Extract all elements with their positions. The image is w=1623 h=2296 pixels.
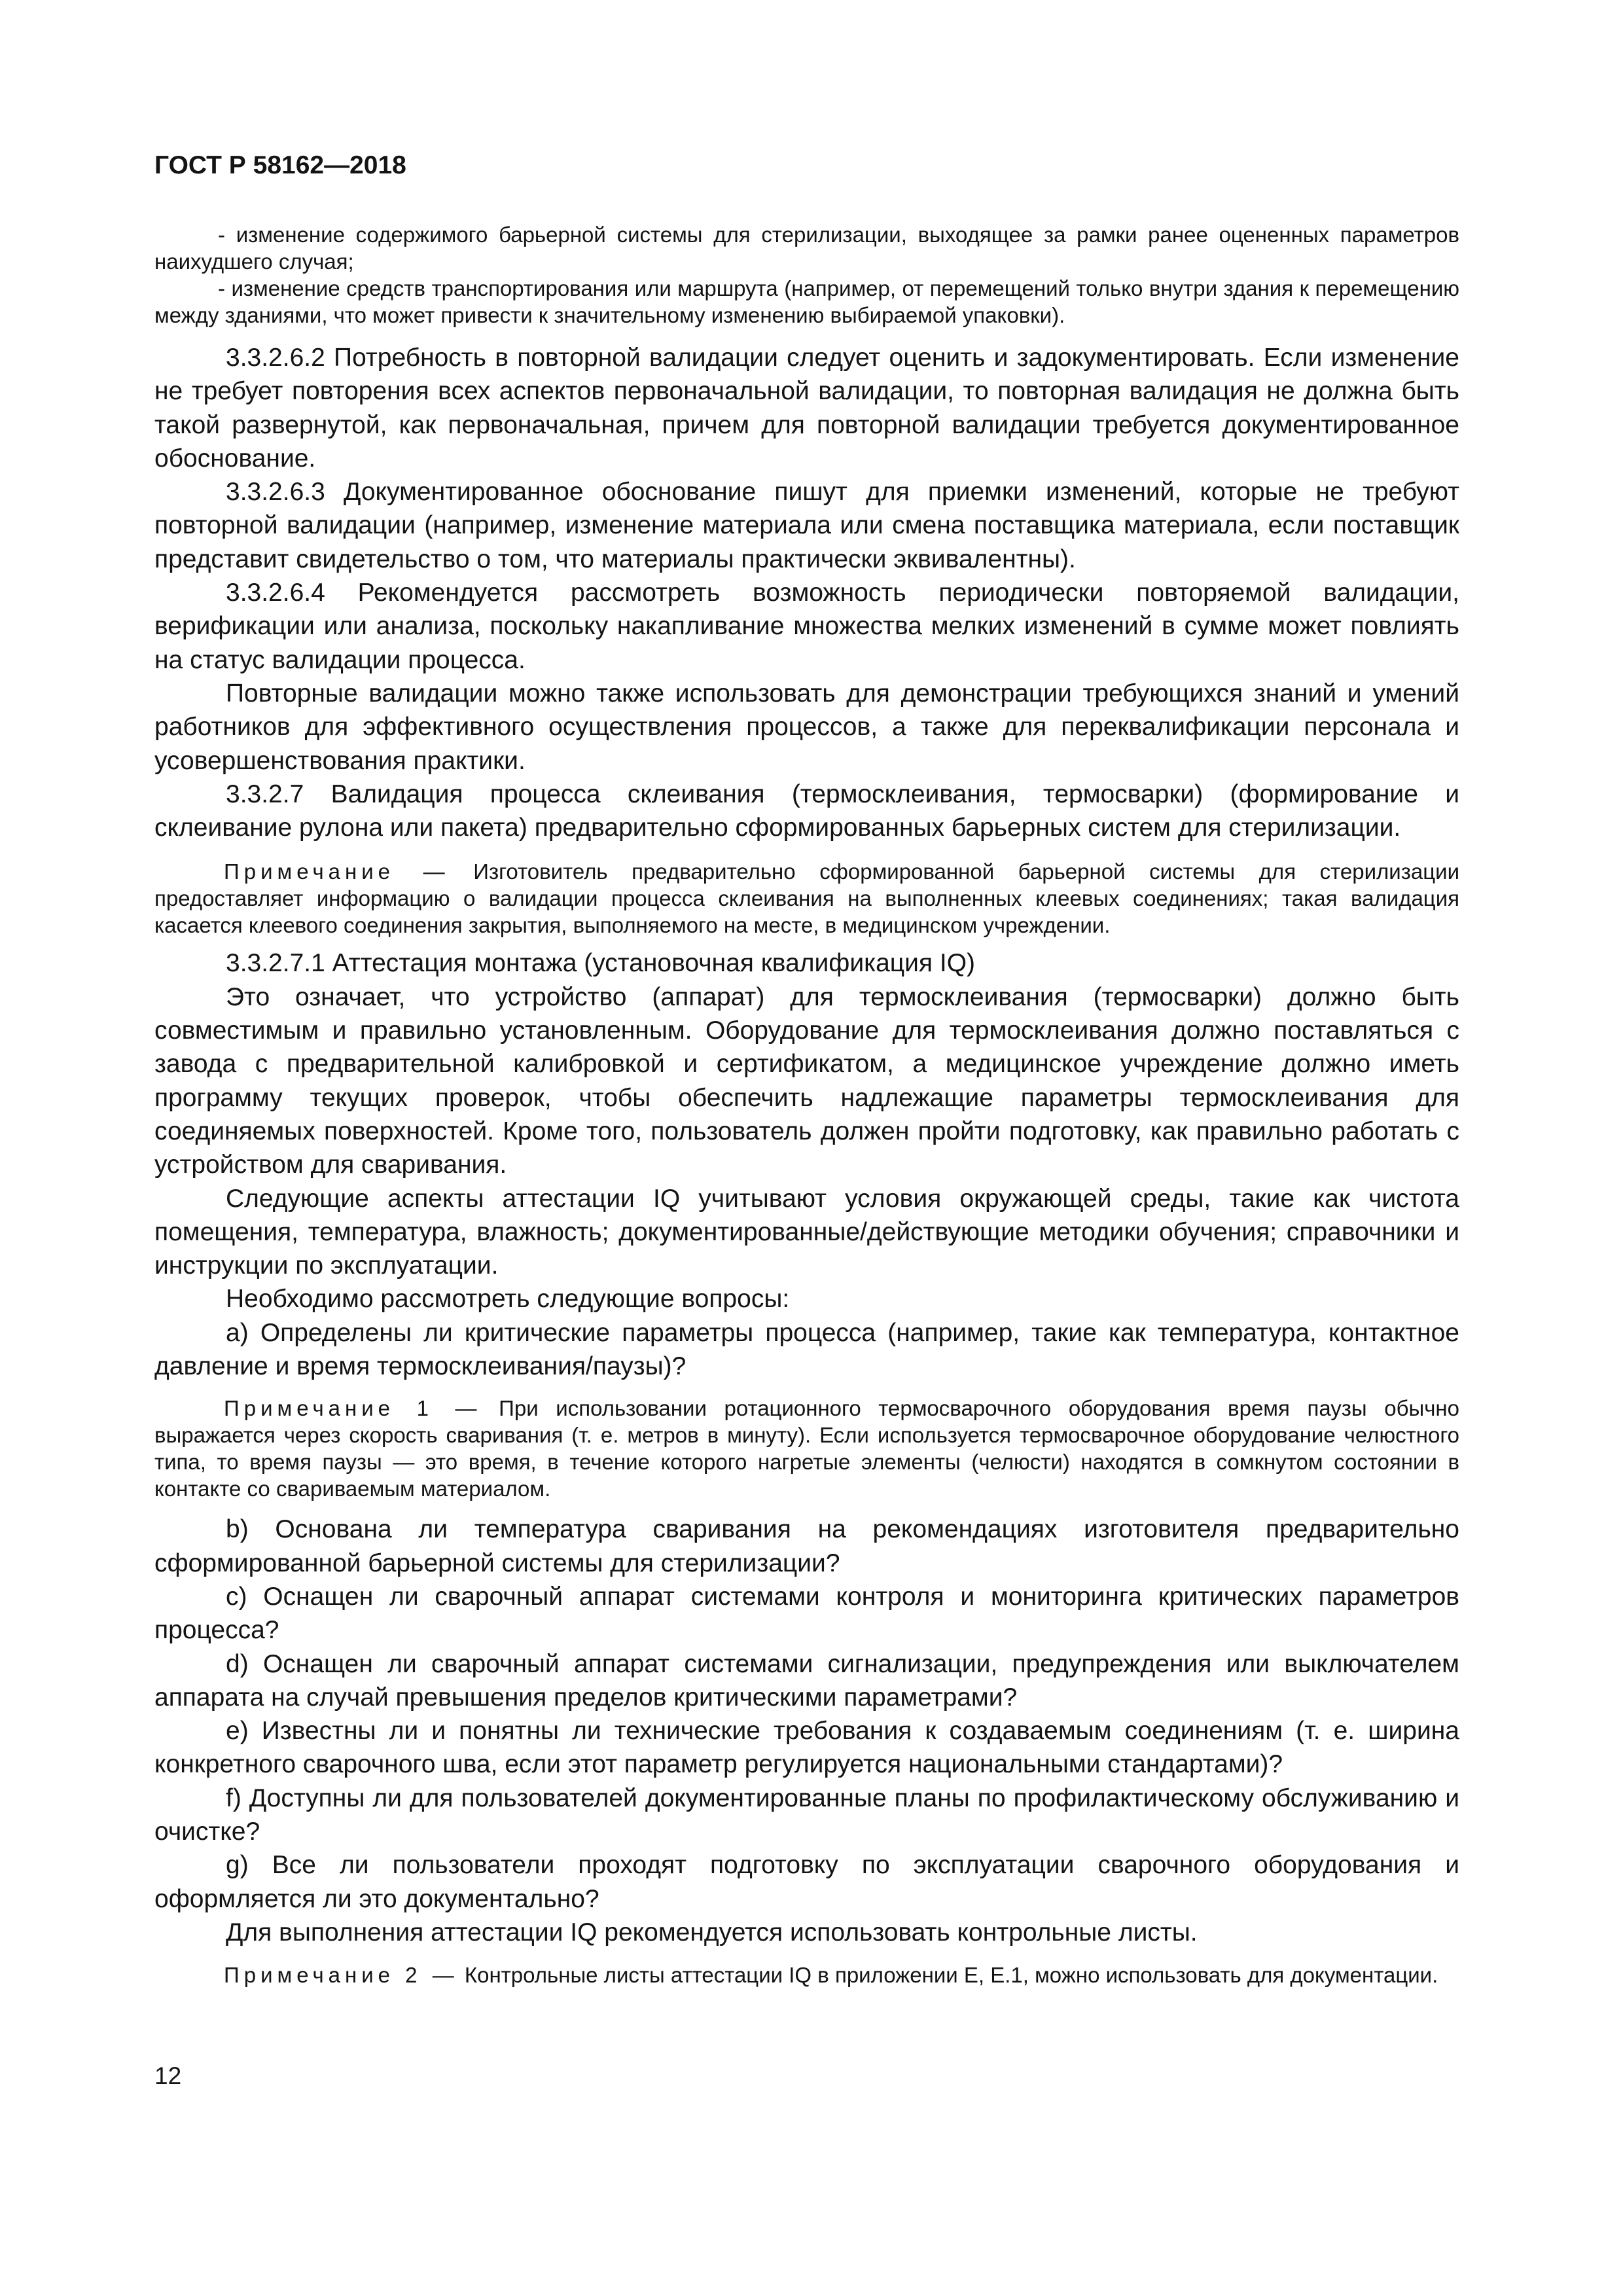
page-number: 12	[154, 2062, 182, 2089]
note-label: Примечание —	[224, 859, 450, 884]
list-item: - изменение содержимого барьерной системы для стерилизации, выходящее за рамки ранее оцененных параметров наихудшего случая;	[154, 223, 1459, 274]
clause-3-3-2-6-4: 3.3.2.6.4 Рекомендуется рассмотреть возможность периодически повторяемой валидации, верификации или анализа, поскольку накапливание множества мелких изменений в сумме может повлиять на статус валидации процесса.	[154, 579, 1459, 674]
clause-3-3-2-6-2: 3.3.2.6.2 Потребность в повторной валидации следует оценить и задокументировать. Если изменение не требует повторения всех аспектов первоначальной валидации, то повторная валидация не должна быть такой развернутой, как первоначальная, причем для повторной валидации требуется документированное обоснование.	[154, 344, 1459, 473]
note-paragraph	[154, 1395, 1459, 1502]
question-c: c) Оснащен ли сварочный аппарат системами контроля и мониторинга критических параметров процесса?	[154, 1582, 1459, 1645]
clause-3-3-2-7: 3.3.2.7 Валидация процесса склеивания (термосклеивания, термосварки) (формирование и склеивание рулона или пакета) предварительно сформированных барьерных систем для стерилизации.	[154, 780, 1459, 842]
question-g: g) Все ли пользователи проходят подготовку по эксплуатации сварочного оборудования и оформляется ли это документально?	[154, 1851, 1459, 1913]
document-header: ГОСТ Р 58162—2018	[154, 151, 406, 179]
list-item: - изменение средств транспортирования или маршрута (например, от перемещений только внутри здания к перемещению между зданиями, что может привести к значительному изменению выбираемой упаковки).	[154, 276, 1459, 327]
note-label: Примечание 2 —	[224, 1963, 459, 1988]
question-d: d) Оснащен ли сварочный аппарат системами сигнализации, предупреждения или выключателем аппарата на случай превышения пределов критическими параметрами?	[154, 1649, 1459, 1712]
question-a: a) Определены ли критические параметры процесса (например, такие как температура, контактное давление и время термосклеивания/паузы)?	[154, 1318, 1459, 1381]
question-e: e) Известны ли и понятны ли технические требования к создаваемым соединениям (т. е. ширина конкретного сварочного шва, если этот параметр регулируется национальными стандартами)?	[154, 1717, 1459, 1779]
note-paragraph	[154, 858, 1459, 939]
body-paragraph: Следующие аспекты аттестации IQ учитывают условия окружающей среды, такие как чистота помещения, температура, влажность; документированные/действующие методики обучения; справочники и инструкции по эксплуатации.	[154, 1184, 1459, 1280]
note-paragraph	[154, 1962, 1459, 1988]
note-text: Изготовитель предварительно сформированной барьерной системы для стерилизации предоставляет информацию о валидации процесса склеивания на выполненных клеевых соединениях; такая валидация касается клеевого соединения закрытия, выполняемого на месте, в медицинском учреждении.	[154, 859, 1459, 938]
question-b: b) Основана ли температура сваривания на рекомендациях изготовителя предварительно сформированной барьерной системы для стерилизации?	[154, 1515, 1459, 1577]
body-paragraph: Это означает, что устройство (аппарат) для термосклеивания (термосварки) должно быть совместимым и правильно установленным. Оборудование для термосклеивания должно поставляться с завода с предварительной калибровкой и сертификатом, а медицинское учреждение должно иметь программу текущих проверок, чтобы обеспечить надлежащие параметры термосклеивания для соединяемых поверхностей. Кроме того, пользователь должен пройти подготовку, как правильно работать с устройством для сваривания.	[154, 982, 1459, 1179]
document-body	[154, 221, 1459, 1988]
clause-3-3-2-6-3: 3.3.2.6.3 Документированное обоснование пишут для приемки изменений, которые не требуют повторной валидации (например, изменение материала или смена поставщика материала, если поставщик представит свидетельство о том, что материалы практически эквивалентны).	[154, 478, 1459, 573]
clause-3-3-2-7-1: 3.3.2.7.1 Аттестация монтажа (установочная квалификация IQ)	[226, 949, 976, 978]
note-text: Контрольные листы аттестации IQ в приложении Е, Е.1, можно использовать для документации.	[464, 1963, 1438, 1988]
body-paragraph: Для выполнения аттестации IQ рекомендуется использовать контрольные листы.	[226, 1918, 1198, 1946]
note-text: При использовании ротационного термосварочного оборудования время паузы обычно выражается через скорость сваривания (т. е. метров в минуту). Если используется термосварочное оборудование челюстного типа, то время паузы — это время, в течение которого нагретые элементы (челюсти) находятся в сомкнутом состоянии в контакте со свариваемым материалом.	[154, 1396, 1459, 1501]
body-paragraph: Необходимо рассмотреть следующие вопросы:	[226, 1285, 790, 1314]
body-paragraph: Повторные валидации можно также использовать для демонстрации требующихся знаний и умений работников для эффективного осуществления процессов, а также для переквалификации персонала и усовершенствования практики.	[154, 679, 1459, 775]
question-f: f) Доступны ли для пользователей документированные планы по профилактическому обслуживанию и очистке?	[154, 1784, 1459, 1846]
note-label: Примечание 1 —	[224, 1396, 482, 1421]
